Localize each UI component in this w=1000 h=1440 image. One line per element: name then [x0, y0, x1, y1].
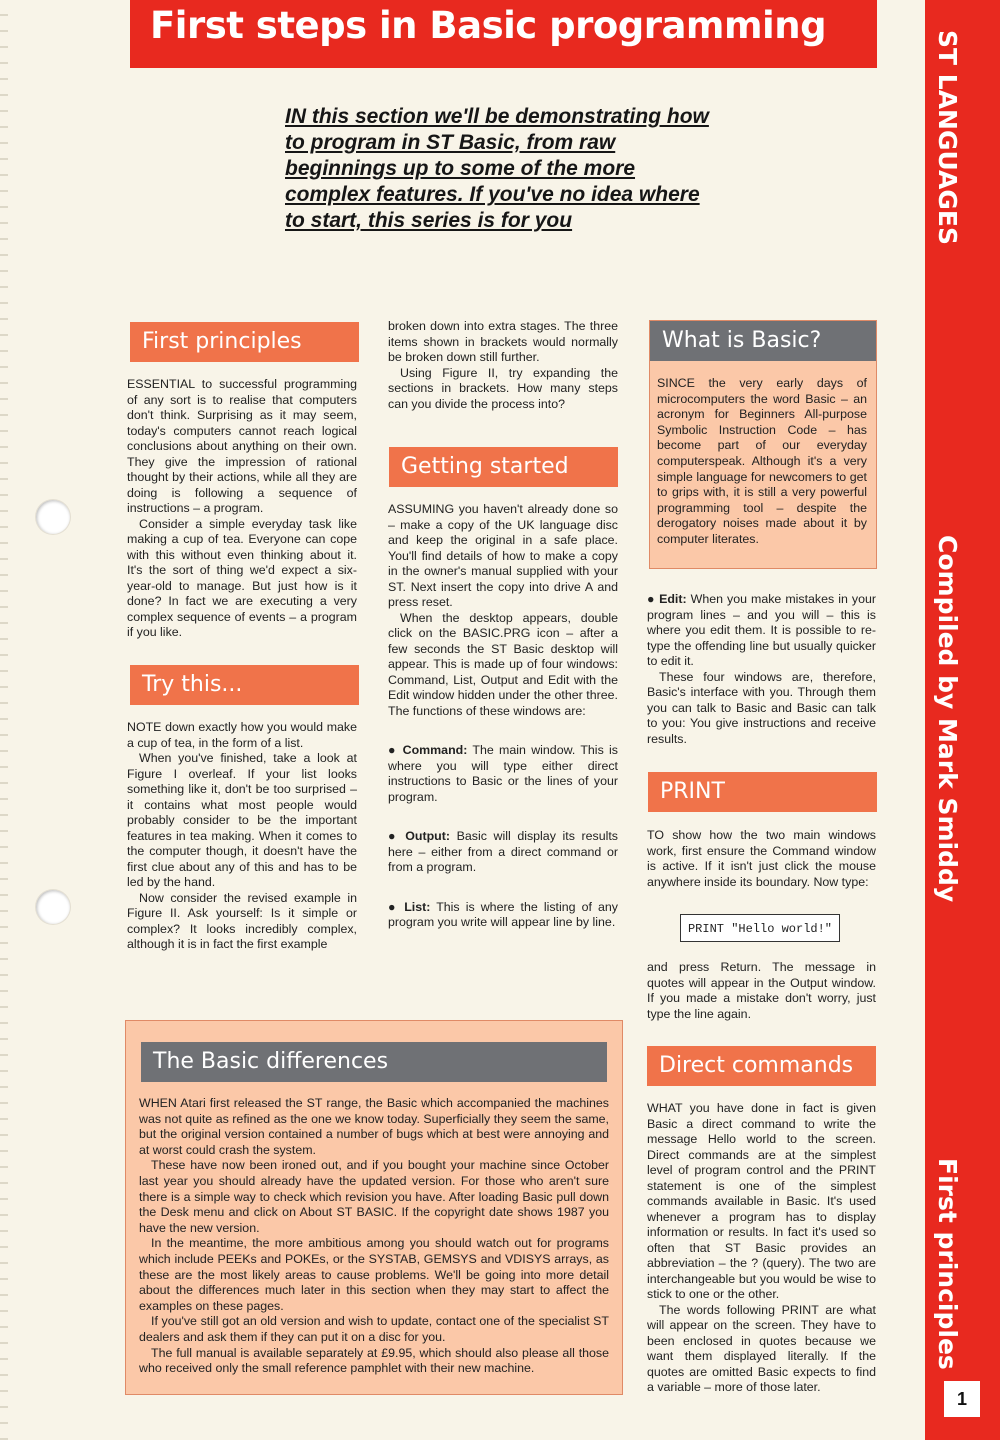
bullet-dot-icon: ● — [388, 899, 405, 914]
column-1-block-a — [127, 377, 357, 641]
bullet-dot-icon: ● — [388, 829, 406, 843]
heading-try-this: Try this... — [130, 665, 359, 705]
basic-differences-box — [125, 1020, 623, 1395]
sidebar-section-label: ST LANGUAGES — [933, 30, 962, 245]
heading-direct-commands: Direct commands — [647, 1046, 876, 1086]
paragraph: and press Return. The message in quotes will appear in the Output window. If you made a mistake don't worry, just type the line again. — [647, 960, 876, 1021]
what-is-basic-box — [649, 320, 877, 569]
perforation-edge — [0, 0, 8, 1440]
paragraph: If you've still got an old version and wish to update, contact one of the specialist ST dealers and ask them if they can put it on a disc for you. — [139, 1314, 609, 1344]
paragraph: The full manual is available separately at £9.95, which should also please all those who received only the small reference pamphlet with their new machine. — [139, 1345, 609, 1376]
binder-hole — [36, 890, 70, 924]
paragraph: broken down into extra stages. The three items shown in brackets would normally be broken down still further. — [388, 319, 618, 364]
paragraph: Using Figure II, try expanding the sections in brackets. How many steps can you divide the process into? — [388, 365, 618, 411]
heading-first-principles: First principles — [130, 322, 359, 362]
code-example: PRINT "Hello world!" — [680, 914, 840, 942]
paragraph: TO show how the two main windows work, first ensure the Command window is active. If it isn't just click the mouse anywhere inside its boundary. Now type: — [647, 828, 876, 889]
bullet-edit: ● Edit: When you make mistakes in your program lines – and you will – this is where you edit them. It is possible to re-type the offending line but usually quicker to edit it. — [647, 592, 876, 668]
bullet-dot-icon: ● — [647, 592, 660, 606]
intro-standfirst: IN this section we'll be demonstrating how to program in ST Basic, from raw beginnings up to some of the more complex features. If you've no idea where to start, this series is for you — [285, 105, 709, 232]
paragraph: These have now been ironed out, and if you bought your machine since October last year you should already have the updated version. For those who aren't sure there is a simple way to check which revision you have. After loading Basic pull down the Desk menu and click on About ST BASIC. If the copyright date shows 1987 you have the new version. — [139, 1158, 609, 1235]
bullet-output: ● Output: Basic will display its results here – either from a direct command or from a program. — [388, 829, 618, 874]
paragraph: ASSUMING you haven't already done so – make a copy of the UK language disc and keep the original in a safe place. You'll find details of how to make a copy in the owner's manual supplied with your ST. Next insert the copy into drive A and press reset. — [388, 502, 618, 609]
heading-what-is-basic: What is Basic? — [650, 321, 876, 361]
column-3-block-b — [647, 828, 876, 890]
paragraph: ESSENTIAL to successful programming of any sort is to realise that computers don't think. Surprising as it may seem, today's computers cannot reach logical conclusions about anything on their own. They give the impression of rational thought by their actions, while all they are doing is following a sequence of instructions – a program. — [127, 377, 357, 515]
heading-basic-differences: The Basic differences — [141, 1042, 607, 1082]
column-2-block-a — [388, 319, 618, 412]
paragraph: Now consider the revised example in Figure II. Ask yourself: Is it simple or complex? It looks incredibly complex, although it is in fact the first example — [127, 890, 357, 951]
basic-differences-text — [139, 1096, 609, 1377]
column-2-block-b — [388, 502, 618, 931]
heading-print: PRINT — [648, 772, 877, 812]
page-title: First steps in Basic programming — [150, 4, 827, 47]
sidebar-compiler-label: Compiled by Mark Smiddy — [933, 535, 962, 903]
page-header — [130, 0, 877, 68]
bullet-dot-icon: ● — [388, 743, 403, 757]
bullet-command: ● Command: The main window. This is where you will type either direct instructions to Basic or the lines of your program. — [388, 743, 618, 804]
paragraph: NOTE down exactly how you would make a cup of tea, in the form of a list. — [127, 720, 357, 750]
paragraph: WHEN Atari first released the ST range, the Basic which accompanied the machines was not quite as refined as the one we know today. Superficially they seem the same, but the original version contained a number of bugs which at best were annoying and at worst could crash the system. — [139, 1096, 609, 1157]
paragraph: Consider a simple everyday task like making a cup of tea. Everyone can cope with this without even thinking about it. It's the sort of thing we'd expect a six-year-old to manage. But just how is it done? In fact we are executing a very complex sequence of events – a program if you like. — [127, 516, 357, 639]
what-is-basic-text: SINCE the very early days of microcomputers the word Basic – an acronym for Beginners All-purpose Symbolic Instruction Code – has become part of our everyday computerspeak. Although it's a very simple language for newcomers to get to grips with, it is still a very powerful programming tool – despite the derogatory noises made about it by computer literates. — [657, 376, 867, 546]
paragraph: WHAT you have done in fact is given Basic a direct command to write the message Hello world to the screen. Direct commands are at the simplest level of program control and the PRINT statement is one of the simplest commands available in Basic. It's used whenever a program has to display information or results. In fact it's used so often that ST Basic provides an abbreviation – the ? (query). The two are interchangeable but you would be wise to stick to one or the other. — [647, 1101, 876, 1301]
bullet-list: ● List: This is where the listing of any program you write will appear line by line. — [388, 899, 618, 929]
paragraph: These four windows are, therefore, Basic's interface with you. Through them you can talk to Basic and Basic can talk to you: You give instructions and receive results. — [647, 669, 876, 746]
page-number: 1 — [944, 1381, 980, 1417]
column-1-block-b — [127, 720, 357, 953]
sidebar-topic-label: First principles — [933, 1158, 962, 1370]
paragraph: In the meantime, the more ambitious among you should watch out for programs which include PEEKs and POKEs, or the SYSTAB, GEMSYS and VDISYS arrays, as these are the most likely areas to cause problems. We'll be going into more detail about the differences much later in this section when they may start to affect the examples on these pages. — [139, 1236, 609, 1313]
paragraph: The words following PRINT are what will appear on the screen. They have to been enclosed in quotes because we want them displayed literally. If the quotes are omitted Basic expects to find a variable – more of those later. — [647, 1302, 876, 1394]
column-3-block-a — [647, 592, 876, 747]
heading-getting-started: Getting started — [389, 447, 618, 487]
column-3-block-c — [647, 960, 876, 1022]
binder-hole — [36, 500, 70, 534]
paragraph: When the desktop appears, double click on the BASIC.PRG icon – after a few seconds the ST Basic desktop will appear. This is made up of four windows: Command, List, Output and Edit with the Edit window hidden under the other three. The functions of these windows are: — [388, 610, 618, 718]
paragraph: When you've finished, take a look at Figure I overleaf. If your list looks something like it, don't be too surprised – it contains what most people would probably consider to be the important features in tea making. When it comes to the computer though, it doesn't have the first clue about any of this and has to be led by the hand. — [127, 751, 357, 889]
column-3-block-d — [647, 1101, 876, 1396]
